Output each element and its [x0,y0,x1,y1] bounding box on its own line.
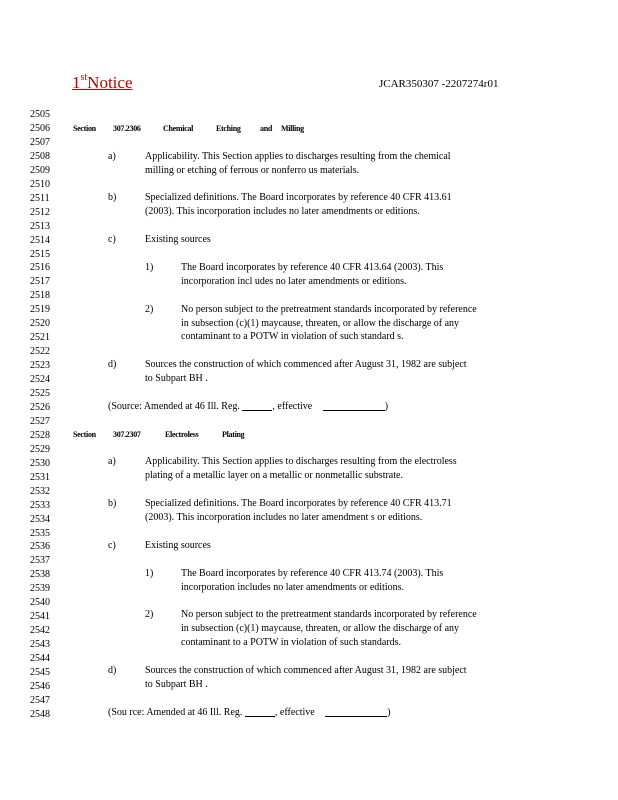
paragraph-2306-d: d) Sources the construction of which commenced after August 31, 1982 are subject [108,359,467,370]
effective-date-blank [323,400,385,411]
line-number: 2538 [30,569,50,581]
line-number: 2512 [30,206,50,218]
line-number: 2546 [30,680,50,692]
effective-date-blank [325,706,387,717]
line-number: 2526 [30,401,50,413]
notice-label: 1stNotice [72,72,133,92]
line-number: 2509 [30,164,50,176]
line-number: 2516 [30,262,50,274]
section-heading-2306: Section 307.2306 Chemical Etching and Milling [73,124,304,133]
line-number: 2545 [30,667,50,678]
line-number: 2532 [30,485,50,497]
paragraph-2307-c: c) Existing sources [108,540,211,551]
line-number: 2539 [30,583,50,595]
line-number: 2520 [30,318,50,330]
line-number: 2515 [30,248,50,260]
line-number: 2518 [30,290,50,302]
line-number: 2540 [30,597,50,609]
line-number: 2529 [30,443,50,455]
line-number: 2535 [30,527,50,539]
line-number: 2536 [30,541,50,553]
line-number: 2547 [30,694,50,706]
line-number: 2510 [30,178,50,190]
line-number: 2531 [30,471,50,483]
paragraph-2306-c1: 1) The Board incorporates by reference 40 CFR 413.64 (2003). This [145,262,444,273]
paragraph-2306-c2: 2) No person subject to the pretreatment standards incorporated by reference [145,304,477,315]
line-number: 2522 [30,346,50,358]
line-number: 2544 [30,653,50,665]
source-note-2306: (Source: Amended at 46 Ill. Reg. , effective ) [108,401,389,412]
paragraph-2307-b: b) Specialized definitions. The Board incorporates by reference 40 CFR 413.71 [108,498,452,509]
line-number: 2548 [30,708,50,720]
line-number: 2534 [30,513,50,525]
line-number: 2517 [30,276,50,288]
register-volume-blank [242,400,272,411]
line-number: 2514 [30,234,50,246]
paragraph-2306-b: b) Specialized definitions. The Board incorporates by reference 40 CFR 413.61 [108,192,452,203]
line-number: 2507 [30,136,50,148]
line-number: 2508 [30,150,50,162]
line-number: 2505 [30,109,50,120]
line-number: 2524 [30,374,50,386]
line-number: 2541 [30,611,50,623]
paragraph-2307-d: d) Sources the construction of which commenced after August 31, 1982 are subject [108,665,467,676]
register-volume-blank [245,706,275,717]
line-number: 2542 [30,625,50,637]
line-number: 2513 [30,220,50,232]
source-note-2307: (Sou rce: Amended at 46 Ill. Reg. , effective ) [108,707,391,718]
document-id: JCAR350307 -2207274r01 [379,78,499,90]
line-number: 2519 [30,304,50,316]
line-number: 2511 [30,192,50,204]
line-number: 2537 [30,555,50,567]
line-number: 2506 [30,122,50,134]
paragraph-2306-c: c) Existing sources [108,234,211,245]
paragraph-2307-a: a) Applicability. This Section applies to discharges resulting from the electroless [108,456,457,467]
line-number: 2521 [30,332,50,344]
paragraph-2306-a: a) Applicability. This Section applies to discharges resulting from the chemical [108,151,451,162]
line-number: 2543 [30,639,50,651]
paragraph-2307-c2: 2) No person subject to the pretreatment standards incorporated by reference [145,609,477,620]
line-number: 2533 [30,499,50,511]
line-number: 2525 [30,388,50,399]
line-number: 2528 [30,429,50,441]
section-heading-2307: Section 307.2307 Electroless Plating [73,430,245,439]
paragraph-2307-c1: 1) The Board incorporates by reference 40 CFR 413.74 (2003). This [145,568,444,579]
line-number: 2523 [30,360,50,372]
line-number: 2527 [30,415,50,427]
line-number: 2530 [30,457,50,469]
